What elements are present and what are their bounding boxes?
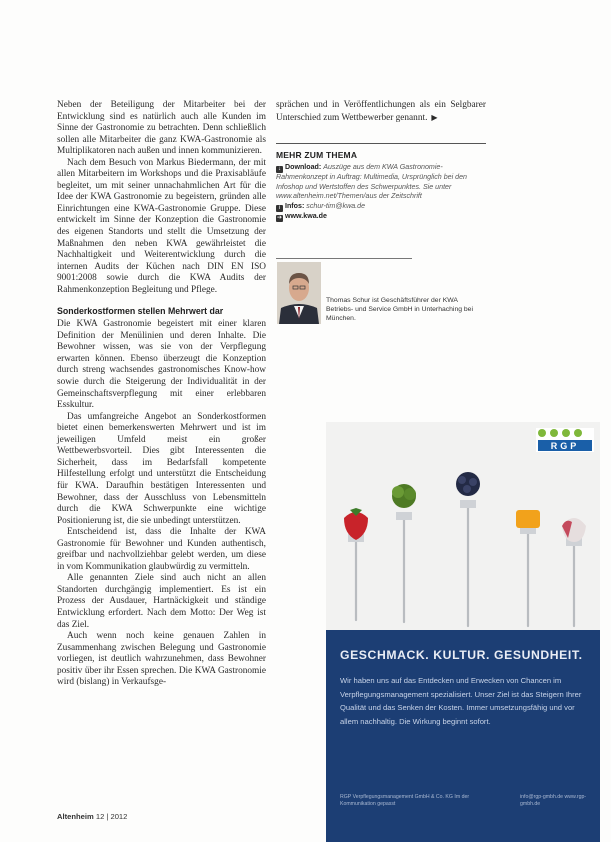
paragraph <box>276 100 486 124</box>
download-text: Auszüge aus dem KWA Gastronomie-Rahmenkonzept in Auftrag: Multimedia, Ursprünglich bei den Infoshop und Wertstoffen des Schwerpunktes. Sie unter www.altenheim.net/Themen/aus der Zeitschrift <box>276 163 467 201</box>
info-label: Infos: <box>285 201 305 210</box>
more-info-box <box>276 143 486 222</box>
left-text-column <box>57 100 266 689</box>
end-mark-icon: ▶ <box>431 112 438 122</box>
info-email: schur-tim@kwa.de <box>306 201 366 210</box>
paragraph: Entscheidend ist, dass die Inhalte der KWA Gastronomie für Bewohner und Kunden authentisch, greifbar und nachvollziehbar gelebt werden, um diese in vom Kommunikation glaubwürdig zu vermitteln. <box>57 527 266 572</box>
web-row[interactable] <box>276 212 486 222</box>
ad-text-block <box>340 648 590 728</box>
magazine-name: Altenheim <box>57 812 94 821</box>
right-text-column <box>276 100 486 124</box>
ad-body-copy: Wir haben uns auf das Entdecken und Erwecken von Chancen im Verpflegungsmanagement spezialisiert. Unser Ziel ist das Steigern Ihrer Qualität und das Senken der Kosten. Immer umsetzungsfähig und vor allem nachhaltig. Die Wirkung beginnt sofort. <box>340 676 582 726</box>
paragraph: Alle genannten Ziele sind auch nicht an allen Standorten durchgängig implementiert. Es ist ein Prozess der Ausdauer, Hartnäckigkeit und ständige Entwicklung erfordert. Nach dem Motto: Der Weg ist das Ziel. <box>57 573 266 630</box>
paragraph: Neben der Beteiligung der Mitarbeiter bei der Entwicklung sind es natürlich auch alle Kunden im Sinne der Gastronomie zu betrachten. Denn schließlich sollen alle Mitarbeiter die ganz KWA-Gastronomie als Multiplikatoren nach außen und innen kommunizieren. <box>57 100 266 157</box>
paragraph: Das umfangreiche Angebot an Sonderkostformen bietet einen bemerkenswerten Mehrwert und ist im jeweiligen Umfeld meist ein großer Wettbewerbsvorteil. Dies gibt Interessenten die Sicherheit, dass im Bedarfsfall kompetente Hilfestellung erfolgt und unterstützt die Entscheidung für KWA. Daraufhin bestätigen Interessenten und Bewohner, dass der Ausschluss von Lebensmitteln durch die KWA Schwerpunkte eine wichtige Positionierung ist, die sie unbedingt unterstützen. <box>57 411 266 526</box>
forks-photo <box>326 422 600 630</box>
rgp-logo <box>536 428 594 452</box>
ad-contact-info[interactable]: info@rgp-gmbh.de www.rgp-gmbh.de <box>520 794 587 808</box>
paragraph: Nach dem Besuch von Markus Biedermann, der mit allen Mitarbeitern im Workshops und die Praxisabläufe begleitet, um mit seiner unnachahmlichen Art für die Idee der KWA Gastronomie zu begeistern, gründen alle Einrichtungen eine KWA-Gastronomie Gruppe. Diese entwickelt im Sinne der Konzeption die Gastronomie des eigenen Standorts und stellt die Umsetzung der Maßnahmen den neben KWA gewährleistet die Nachhaltigkeit und Weiterentwicklung durch die internen Audits der Küchen nach DIN EN ISO 9001:2008 sowie durch die KWA Audits der Rahmenkonzeption Begleitung und Pflege. <box>57 157 266 295</box>
author-bio: Thomas Schur ist Geschäftsführer der KWA Betriebs- und Service GmbH in Unterhaching bei München. <box>326 297 473 323</box>
rgp-advertisement[interactable] <box>326 422 600 842</box>
link-arrow-icon: ➔ <box>276 214 283 221</box>
paragraph-text: sprächen und in Veröffentlichungen als ein Selgbarer Unterschied zum Wettbewerber genannt. <box>276 100 486 123</box>
divider <box>276 258 412 259</box>
rgp-logo-text: RGP <box>550 441 580 451</box>
author-portrait <box>277 262 321 324</box>
info-icon: i <box>276 205 283 212</box>
info-row[interactable] <box>276 202 486 212</box>
download-row[interactable] <box>276 163 486 202</box>
paragraph: Die KWA Gastronomie begeistert mit einer klaren Definition der Menülinien und deren Inhalte. Die Bewohner wissen, was sie von der Verpflegung erwarten können. Ebenso überzeugt die Konzeption durch streng wachsendes gastronomisches Know-how sowie durch die Steigerung der Individualität in der Gemeinschaftsverpflegung mit einer erlebbaren Esskultur. <box>57 319 266 411</box>
web-link: www.kwa.de <box>285 211 327 220</box>
ad-company-info: RGP Verpflegungsmanagement GmbH & Co. KG Im der Kommunikation gepasst <box>340 794 470 808</box>
more-info-heading: MEHR ZUM THEMA <box>276 150 358 160</box>
download-label: Download: <box>285 163 322 171</box>
download-icon: ↓ <box>278 166 281 172</box>
ad-headline: GESCHMACK. KULTUR. GESUNDHEIT. <box>340 648 583 662</box>
paragraph: Auch wenn noch keine genauen Zahlen in Zusammenhang zwischen Belegung und Gastronomie vorliegen, ist deutlich wahrzunehmen, dass Bewohner positiv über ihr Essen sprechen. Die KWA Gastronomie wird (bislang) in Verkaufsge- <box>57 631 266 688</box>
section-heading: Sonderkostformen stellen Mehrwert dar <box>57 306 224 317</box>
issue-number: 12 | 2012 <box>95 812 128 821</box>
page-footer <box>57 812 127 821</box>
